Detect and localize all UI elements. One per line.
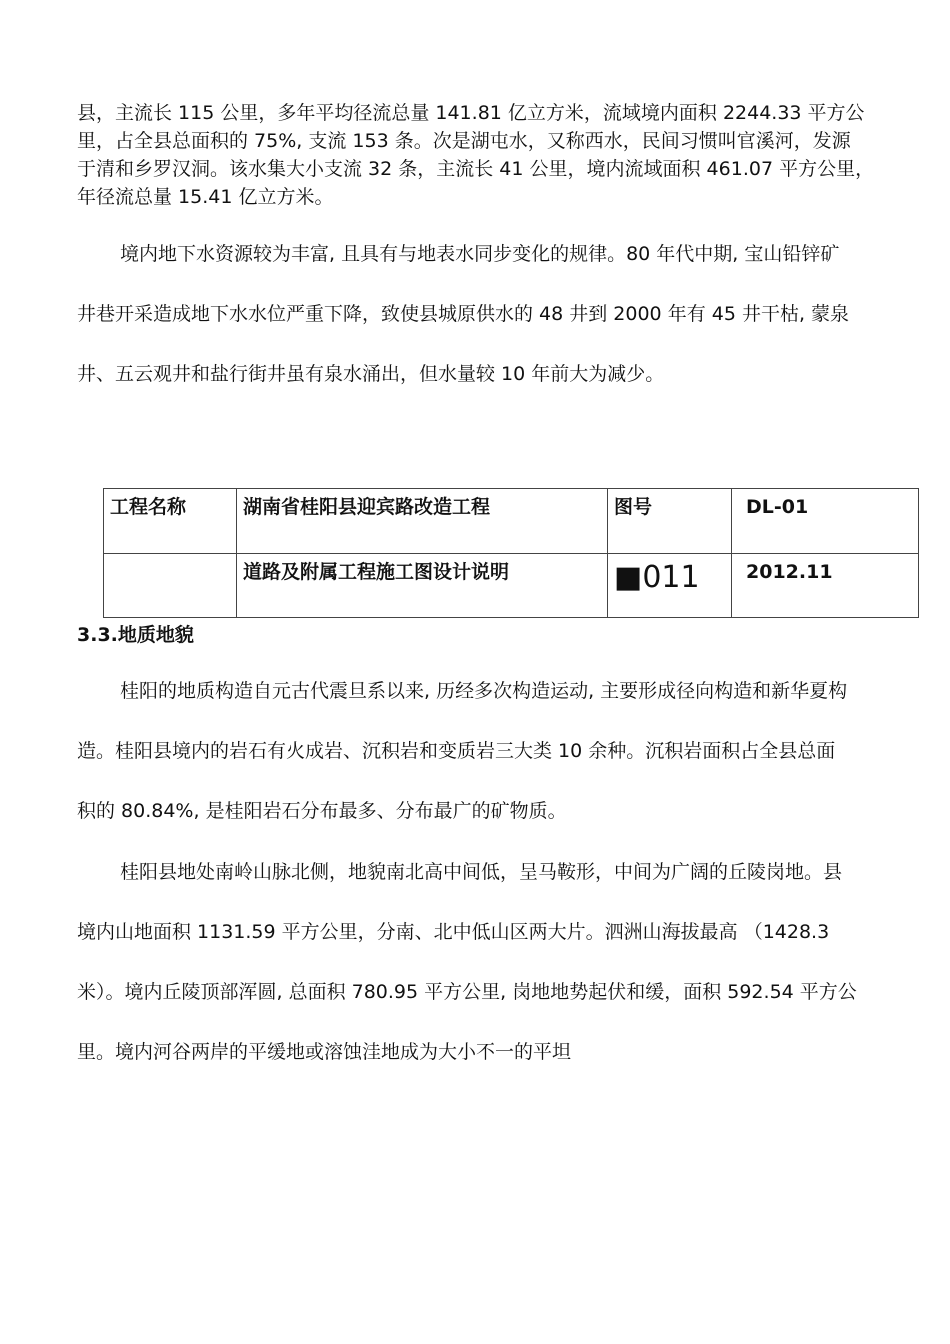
paragraph-3-line-3: 积的 80.84%, 是桂阳岩石分布最多、分布最广的矿物质。 [77, 800, 567, 822]
paragraph-4-line-4: 里。境内河谷两岸的平缓地或溶蚀洼地成为大小不一的平坦 [77, 1041, 572, 1063]
empty-cell [104, 554, 237, 618]
page-code-cell: ■011 [608, 554, 732, 618]
paragraph-1-line-3: 于清和乡罗汉洞。该水集大小支流 32 条，主流长 41 公里，境内流域面积 461.07 平方公里， [77, 158, 875, 180]
drawing-no-cell: DL-01 [732, 489, 919, 554]
drawing-no-label-cell: 图号 [608, 489, 732, 554]
paragraph-1-line-2: 里，占全县总面积的 75%, 支流 153 条。次是湖屯水，又称西水，民间习惯叫官溪河，发源 [77, 130, 851, 152]
title-block-table [103, 488, 919, 618]
drawing-title-cell: 道路及附属工程施工图设计说明 [237, 554, 608, 618]
project-label-cell: 工程名称 [104, 489, 237, 554]
paragraph-1-line-1: 县，主流长 115 公里，多年平均径流总量 141.81 亿立方米，流域境内面积 2244.33 平方公 [77, 102, 865, 124]
paragraph-4-line-2: 境内山地面积 1131.59 平方公里，分南、北中低山区两大片。泗洲山海拔最高 （1428.3 [77, 921, 830, 943]
paragraph-4-line-3: 米）。境内丘陵顶部浑圆, 总面积 780.95 平方公里, 岗地地势起伏和缓，面积 592.54 平方公 [77, 981, 857, 1003]
paragraph-1-line-4: 年径流总量 15.41 亿立方米。 [77, 186, 334, 208]
paragraph-4-line-1: 桂阳县地处南岭山脉北侧，地貌南北高中间低，呈马鞍形，中间为广阔的丘陵岗地。县 [120, 861, 843, 883]
title-block-row-2 [104, 554, 919, 618]
paragraph-2-line-1: 境内地下水资源较为丰富, 且具有与地表水同步变化的规律。80 年代中期, 宝山铅锌矿 [120, 243, 840, 265]
section-heading: 3.3.地质地貌 [77, 624, 194, 646]
paragraph-3-line-1: 桂阳的地质构造自元古代震旦系以来, 历经多次构造运动, 主要形成径向构造和新华夏构 [120, 680, 848, 702]
project-name-cell: 湖南省桂阳县迎宾路改造工程 [237, 489, 608, 554]
date-cell: 2012.11 [732, 554, 919, 618]
paragraph-3-line-2: 造。桂阳县境内的岩石有火成岩、沉积岩和变质岩三大类 10 余种。沉积岩面积占全县总面 [77, 740, 836, 762]
paragraph-2-line-2: 井巷开采造成地下水水位严重下降，致使县城原供水的 48 井到 2000 年有 45 井干枯, 蒙泉 [77, 303, 850, 325]
paragraph-2-line-3: 井、五云观井和盐行街井虽有泉水涌出，但水量较 10 年前大为减少。 [77, 363, 665, 385]
title-block-row-1 [104, 489, 919, 554]
